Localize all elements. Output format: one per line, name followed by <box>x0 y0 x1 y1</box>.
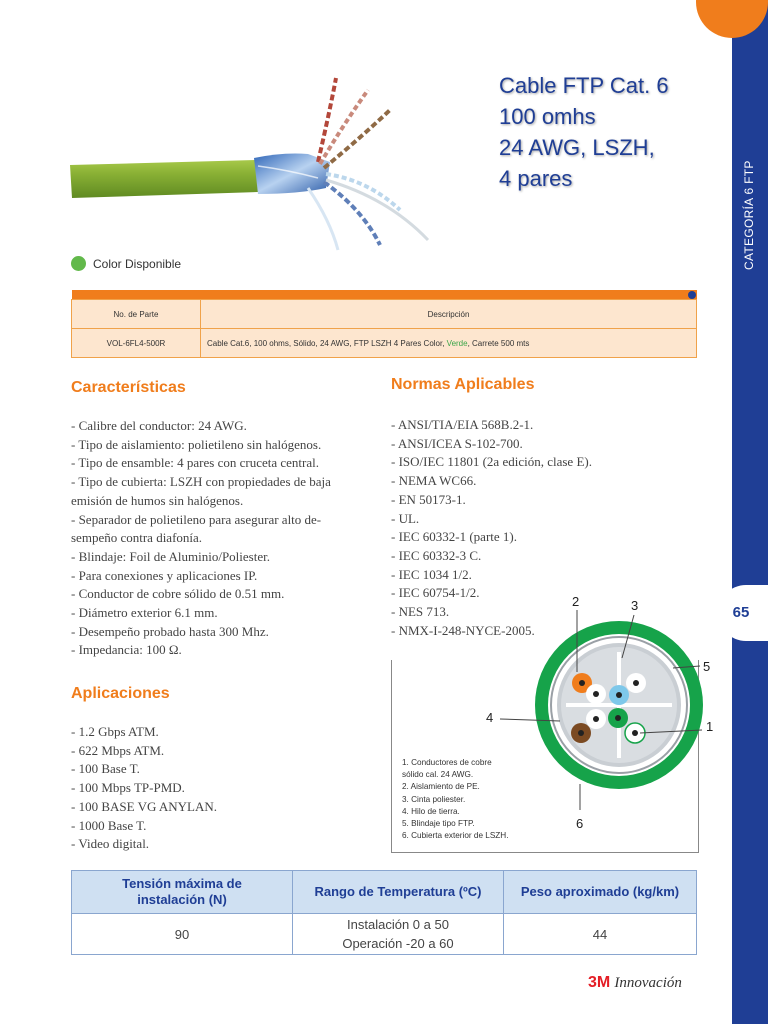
callout-1: 1 <box>706 719 714 734</box>
title-line: 4 pares <box>499 166 573 191</box>
brand-tagline: Innovación <box>614 975 682 991</box>
cable-jacket <box>70 160 258 198</box>
caracteristicas-list <box>71 417 381 660</box>
list-item: emisión de humos sin halógenos. <box>71 492 244 508</box>
list-item: - UL. <box>391 510 420 526</box>
list-item: - 622 Mbps ATM. <box>71 742 165 758</box>
specs-table <box>71 870 697 955</box>
title-line: 24 AWG, LSZH, <box>499 135 655 160</box>
list-item: - EN 50173-1. <box>391 491 466 507</box>
3m-logo: 3M <box>588 974 611 991</box>
tension-value: 90 <box>72 914 293 955</box>
callout-5: 5 <box>703 659 711 674</box>
list-item: - Blindaje: Foil de Aluminio/Poliester. <box>71 548 270 564</box>
list-item: sempeño contra diafonía. <box>71 530 203 546</box>
list-item: - 100 Base T. <box>71 761 140 777</box>
list-item: - Tipo de aislamiento: polietileno sin halógenos. <box>71 436 322 452</box>
color-swatch-icon <box>71 256 86 271</box>
temperature-value: Instalación 0 a 50 Operación -20 a 60 <box>293 914 504 955</box>
normas-heading: Normas Aplicables <box>391 376 535 393</box>
orange-pair-icon <box>318 78 336 162</box>
caracteristicas-heading: Características <box>71 379 186 396</box>
brand-logo <box>588 974 682 992</box>
list-item: - 1.2 Gbps ATM. <box>71 724 159 739</box>
callout-6: 6 <box>576 816 584 831</box>
list-item: - 100 BASE VG ANYLAN. <box>71 798 218 814</box>
table-dot-decoration <box>688 291 696 299</box>
list-item: - Tipo de ensamble: 4 pares con cruceta central. <box>71 455 319 471</box>
aplicaciones-list <box>71 723 321 854</box>
legend-line: 1. Conductores de cobre <box>402 758 492 767</box>
part-number-cell: VOL-6FL4-500R <box>72 329 201 358</box>
list-item: - IEC 60332-3 C. <box>391 547 482 563</box>
title-line: Cable FTP Cat. 6 <box>499 73 669 98</box>
callout-2: 2 <box>572 594 580 609</box>
list-item: - ANSI/ICEA S-102-700. <box>391 435 523 451</box>
list-item: - IEC 60332-1 (parte 1). <box>391 529 517 545</box>
list-item: - Calibre del conductor: 24 AWG. <box>71 418 247 433</box>
weight-value: 44 <box>504 914 697 955</box>
list-item: - ANSI/TIA/EIA 568B.2-1. <box>391 417 534 432</box>
list-item: - Separador de polietileno para asegurar alto de- <box>71 511 322 527</box>
cable-image <box>68 70 448 260</box>
legend-line: 3. Cinta poliester. <box>402 794 466 804</box>
list-item: - 1000 Base T. <box>71 817 147 833</box>
color-available-label: Color Disponible <box>93 257 182 271</box>
diagram-legend <box>402 757 509 842</box>
description-cell: Cable Cat.6, 100 ohms, Sólido, 24 AWG, FTP LSZH 4 Pares Color, Verde, Carrete 500 mts <box>201 329 697 358</box>
list-item: - Diámetro exterior 6.1 mm. <box>71 605 218 621</box>
list-item: - NEMA WC66. <box>391 473 477 489</box>
list-item: - Para conexiones y aplicaciones IP. <box>71 567 258 583</box>
list-item: - Impedancia: 100 Ω. <box>71 642 182 658</box>
list-item: - 100 Mbps TP-PMD. <box>71 780 185 796</box>
legend-line: 4. Hilo de tierra. <box>402 806 460 816</box>
legend-line: sólido cal. 24 AWG. <box>402 770 474 780</box>
description-header: Descripción <box>201 300 697 329</box>
list-item: - ISO/IEC 11801 (2a edición, clase E). <box>391 454 592 470</box>
list-item: - IEC 1034 1/2. <box>391 566 472 582</box>
side-category-label: CATEGORÍA 6 FTP <box>742 160 756 270</box>
list-item: - Conductor de cobre sólido de 0.51 mm. <box>71 586 285 602</box>
product-title <box>499 70 729 194</box>
page-number: 65 <box>732 604 750 621</box>
list-item: - Tipo de cubierta: LSZH con propiedades de baja <box>71 474 331 490</box>
list-item: - Video digital. <box>71 836 150 852</box>
list-item: - Desempeño probado hasta 300 Mhz. <box>71 623 269 639</box>
part-number-table <box>71 290 697 358</box>
callout-4: 4 <box>486 710 494 725</box>
list-item: - NES 713. <box>391 604 450 620</box>
legend-line: 2. Aislamiento de PE. <box>402 782 480 792</box>
legend-line: 6. Cubierta exterior de LSZH. <box>402 831 509 841</box>
list-item: - IEC 60754-1/2. <box>391 585 480 601</box>
callout-3: 3 <box>631 598 639 613</box>
weight-header: Peso aproximado (kg/km) <box>504 871 697 914</box>
list-item: - NMX-I-248-NYCE-2005. <box>391 622 535 638</box>
part-number-header: No. de Parte <box>72 300 201 329</box>
title-line: 100 omhs <box>499 104 596 129</box>
tension-header: Tensión máxima de instalación (N) <box>72 871 293 914</box>
legend-line: 5. Blindaje tipo FTP. <box>402 819 475 829</box>
aplicaciones-heading: Aplicaciones <box>71 685 170 702</box>
temperature-header: Rango de Temperatura (ºC) <box>293 871 504 914</box>
color-name: Verde <box>446 338 468 348</box>
